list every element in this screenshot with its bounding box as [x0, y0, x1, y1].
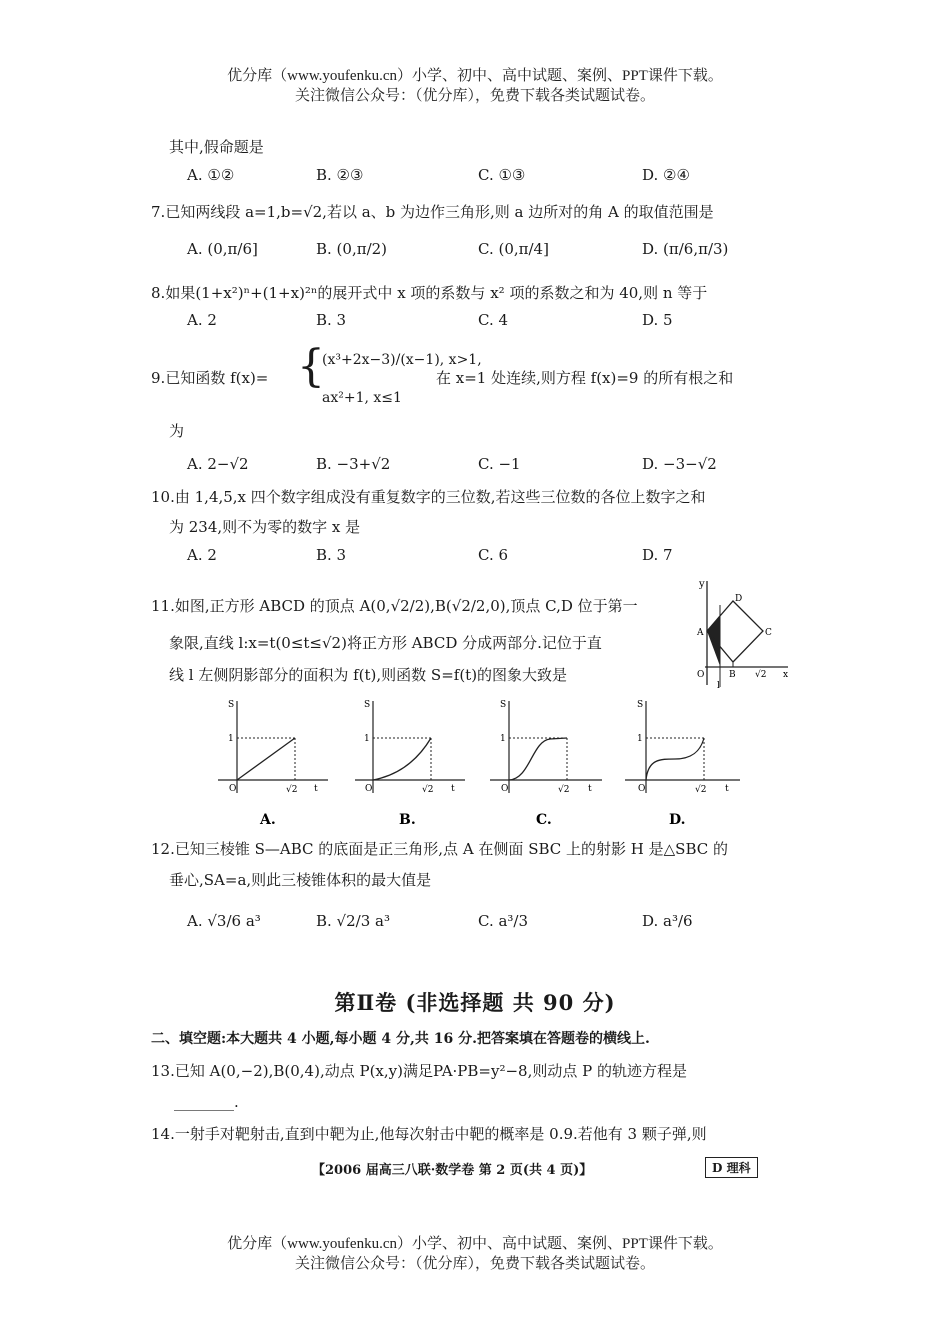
graph-a-s: S [228, 700, 235, 710]
fig-label-y: y [699, 579, 705, 590]
graph-a-one: 1 [228, 734, 234, 744]
q9-option-b: B. −3+√2 [316, 455, 391, 473]
fig-label-root2: √2 [755, 670, 767, 680]
graph-a-r2: √2 [286, 785, 298, 795]
graph-b-one: 1 [364, 734, 370, 744]
q9-option-a: A. 2−√2 [187, 455, 249, 473]
fig-label-a: A [697, 628, 704, 638]
graph-b-r2: √2 [422, 785, 434, 795]
q9-stem-tail: 为 [169, 422, 185, 440]
q9-case-1: (x³+2x−3)/(x−1), x>1, [322, 352, 482, 368]
q11-line-2: 象限,直线 l:x=t(0≤t≤√2)将正方形 ABCD 分成两部分.记位于直 [169, 634, 602, 652]
graph-c-s: S [500, 700, 507, 710]
q8-option-c: C. 4 [478, 311, 509, 329]
fig-label-c: C [765, 628, 772, 638]
q9-option-c: C. −1 [478, 455, 521, 473]
q7-option-b: B. (0,π/2) [316, 240, 388, 258]
paper-type-box: D 理科 [705, 1157, 758, 1178]
q6-option-a: A. ①② [187, 166, 235, 184]
graph-d-r2: √2 [695, 785, 707, 795]
graph-b-label: B. [399, 812, 416, 828]
q8-option-a: A. 2 [187, 311, 217, 329]
q11-square-figure [683, 575, 793, 690]
q6-option-d: D. ②④ [642, 166, 690, 184]
page-footer: 【2006 届高三八联·数学卷 第 2 页(共 4 页)】 [312, 1163, 593, 1178]
q12-option-a: A. √3/6 a³ [187, 912, 261, 930]
graph-a-t: t [314, 784, 318, 794]
graph-d-o: O [638, 784, 646, 794]
graph-b-t: t [451, 784, 455, 794]
graph-c-o: O [501, 784, 509, 794]
graph-b [355, 700, 465, 828]
q7-option-a: A. (0,π/6] [187, 240, 258, 258]
fig-label-l: l [717, 681, 720, 690]
q8-stem: 8.如果(1+x²)ⁿ+(1+x)²ⁿ的展开式中 x 项的系数与 x² 项的系数之和为 40,则 n 等于 [151, 284, 708, 302]
graph-d [625, 700, 740, 828]
fig-label-d: D [735, 594, 743, 604]
q7-option-d: D. (π/6,π/3) [642, 240, 729, 258]
q10-line-1: 10.由 1,4,5,x 四个数字组成没有重复数字的三位数,若这些三位数的各位上数字之和 [151, 488, 706, 506]
graph-c [490, 700, 602, 828]
graph-c-t: t [588, 784, 592, 794]
graph-d-one: 1 [637, 734, 643, 744]
q10-line-2: 为 234,则不为零的数字 x 是 [169, 518, 361, 536]
q8-option-b: B. 3 [316, 311, 347, 329]
part2-section: 二、填空题:本大题共 4 小题,每小题 4 分,共 16 分.把答案填在答题卷的横线上. [151, 1031, 650, 1047]
graph-a [218, 700, 328, 828]
q12-line-1: 12.已知三棱锥 S—ABC 的底面是正三角形,点 A 在侧面 SBC 上的射影 H 是△SBC 的 [151, 840, 728, 858]
q6-option-b: B. ②③ [316, 166, 364, 184]
graph-b-s: S [364, 700, 371, 710]
footer-line-2: 关注微信公众号：（优分库），免费下载各类试题试卷。 [294, 1256, 655, 1272]
q7-option-c: C. (0,π/4] [478, 240, 549, 258]
q6-stem: 其中,假命题是 [169, 138, 264, 156]
fig-label-b: B [729, 670, 736, 680]
q11-line-1: 11.如图,正方形 ABCD 的顶点 A(0,√2/2),B(√2/2,0),顶点 C,D 位于第一 [151, 597, 638, 615]
q9-brace: { [297, 341, 325, 392]
graph-a-o: O [229, 784, 237, 794]
q9-stem-pre: 9.已知函数 f(x)= [151, 369, 269, 387]
graph-d-t: t [725, 784, 729, 794]
q7-stem: 7.已知两线段 a=1,b=√2,若以 a、b 为边作三角形,则 a 边所对的角 A 的取值范围是 [151, 203, 714, 221]
q9-case-2: ax²+1, x≤1 [322, 390, 402, 406]
header-line-1: 优分库（www.youfenku.cn）小学、初中、高中试题、案例、PPT课件下载。 [227, 68, 723, 84]
q6-option-c: C. ①③ [478, 166, 526, 184]
q9-stem-post: 在 x=1 处连续,则方程 f(x)=9 的所有根之和 [436, 369, 734, 387]
fig-label-o: O [697, 670, 705, 680]
graph-a-label: A. [260, 812, 276, 828]
q10-option-c: C. 6 [478, 546, 509, 564]
footer-line-1: 优分库（www.youfenku.cn）小学、初中、高中试题、案例、PPT课件下载。 [227, 1236, 723, 1252]
graph-c-one: 1 [500, 734, 506, 744]
header-line-2: 关注微信公众号：（优分库），免费下载各类试题试卷。 [294, 88, 655, 104]
q11-graphs [210, 693, 810, 833]
graph-c-label: C. [536, 812, 552, 828]
q12-option-b: B. √2/3 a³ [316, 912, 390, 930]
graph-d-label: D. [669, 812, 686, 828]
q10-option-d: D. 7 [642, 546, 673, 564]
q12-line-2: 垂心,SA=a,则此三棱锥体积的最大值是 [169, 871, 432, 889]
q9-option-d: D. −3−√2 [642, 455, 717, 473]
q10-option-b: B. 3 [316, 546, 347, 564]
q14-stem: 14.一射手对靶射击,直到中靶为止,他每次射击中靶的概率是 0.9.若他有 3 颗子弹,则 [151, 1125, 707, 1143]
graph-b-o: O [365, 784, 373, 794]
q12-option-d: D. a³/6 [642, 912, 693, 930]
q11-line-3: 线 l 左侧阴影部分的面积为 f(t),则函数 S=f(t)的图象大致是 [169, 666, 568, 684]
q12-option-c: C. a³/3 [478, 912, 529, 930]
q13-stem: 13.已知 A(0,−2),B(0,4),动点 P(x,y)满足PA·PB=y²−8,则动点 P 的轨迹方程是 [151, 1062, 687, 1080]
part2-title: 第Ⅱ卷 (非选择题 共 90 分) [334, 990, 616, 1015]
q13-blank: ________. [174, 1093, 239, 1111]
q10-option-a: A. 2 [187, 546, 217, 564]
fig-label-x: x [783, 670, 789, 680]
q8-option-d: D. 5 [642, 311, 673, 329]
graph-c-r2: √2 [558, 785, 570, 795]
graph-d-s: S [637, 700, 644, 710]
